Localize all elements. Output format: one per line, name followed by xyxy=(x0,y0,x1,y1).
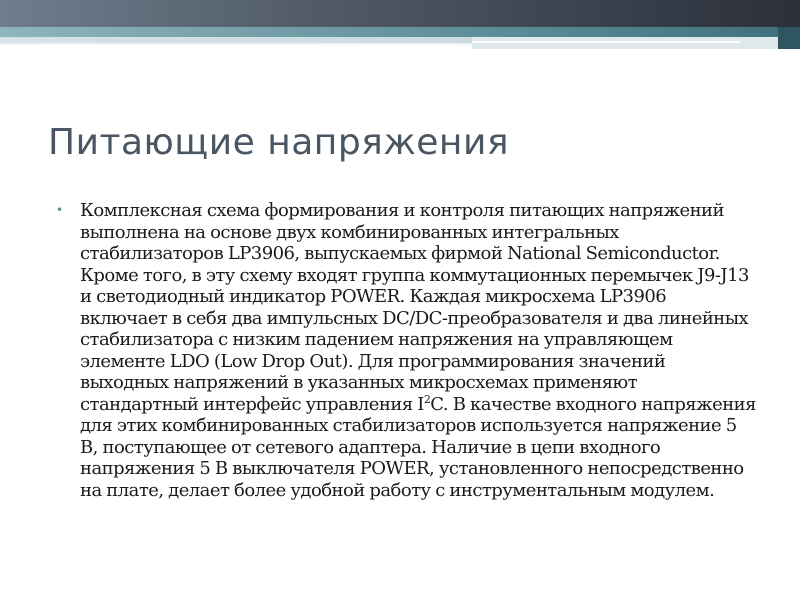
bullet-item xyxy=(56,200,756,501)
bullet-paragraph xyxy=(80,200,756,501)
header-band-end xyxy=(778,27,800,49)
header-band-notch xyxy=(472,37,800,49)
header-band-teal xyxy=(0,27,800,37)
bullet-dot-icon: • xyxy=(56,203,64,217)
slide-content xyxy=(56,200,756,501)
header-band-shadow xyxy=(0,43,472,45)
bullet-text-part2: C. В качестве входного напряжения для этих комбинированных стабилизаторов используется напряжение 5 В, поступающее от сетевого адаптера. Наличие в цепи входного напряжения 5 В выключателя POWER, установленного непосредственно на плате, делает более удобной работу с инструментальным модулем. xyxy=(80,393,756,501)
bullet-text-part1: Комплексная схема формирования и контроля питающих напряжений выполнена на основе двух комбинированных интегральных стабилизаторов LP3906, выпускаемых фирмой National Semiconductor. Кроме того, в эту схему входят группа коммутационных перемычек J9-J13 и светодиодный индикатор POWER. Каждая микросхема LP3906 включает в себя два импульсных DC/DC-преобразователя и два линейных стабилизатора с низким падением напряжения на управляющем элементе LDO (Low Drop Out). Для программирования значений выходных напряжений в указанных микросхемах применяют стандартный интерфейс управления I xyxy=(80,200,749,415)
superscript-two: 2 xyxy=(423,392,431,406)
slide-title: Питающие напряжения xyxy=(48,122,510,163)
header-band-line xyxy=(472,41,740,43)
header-band-dark xyxy=(0,0,800,27)
